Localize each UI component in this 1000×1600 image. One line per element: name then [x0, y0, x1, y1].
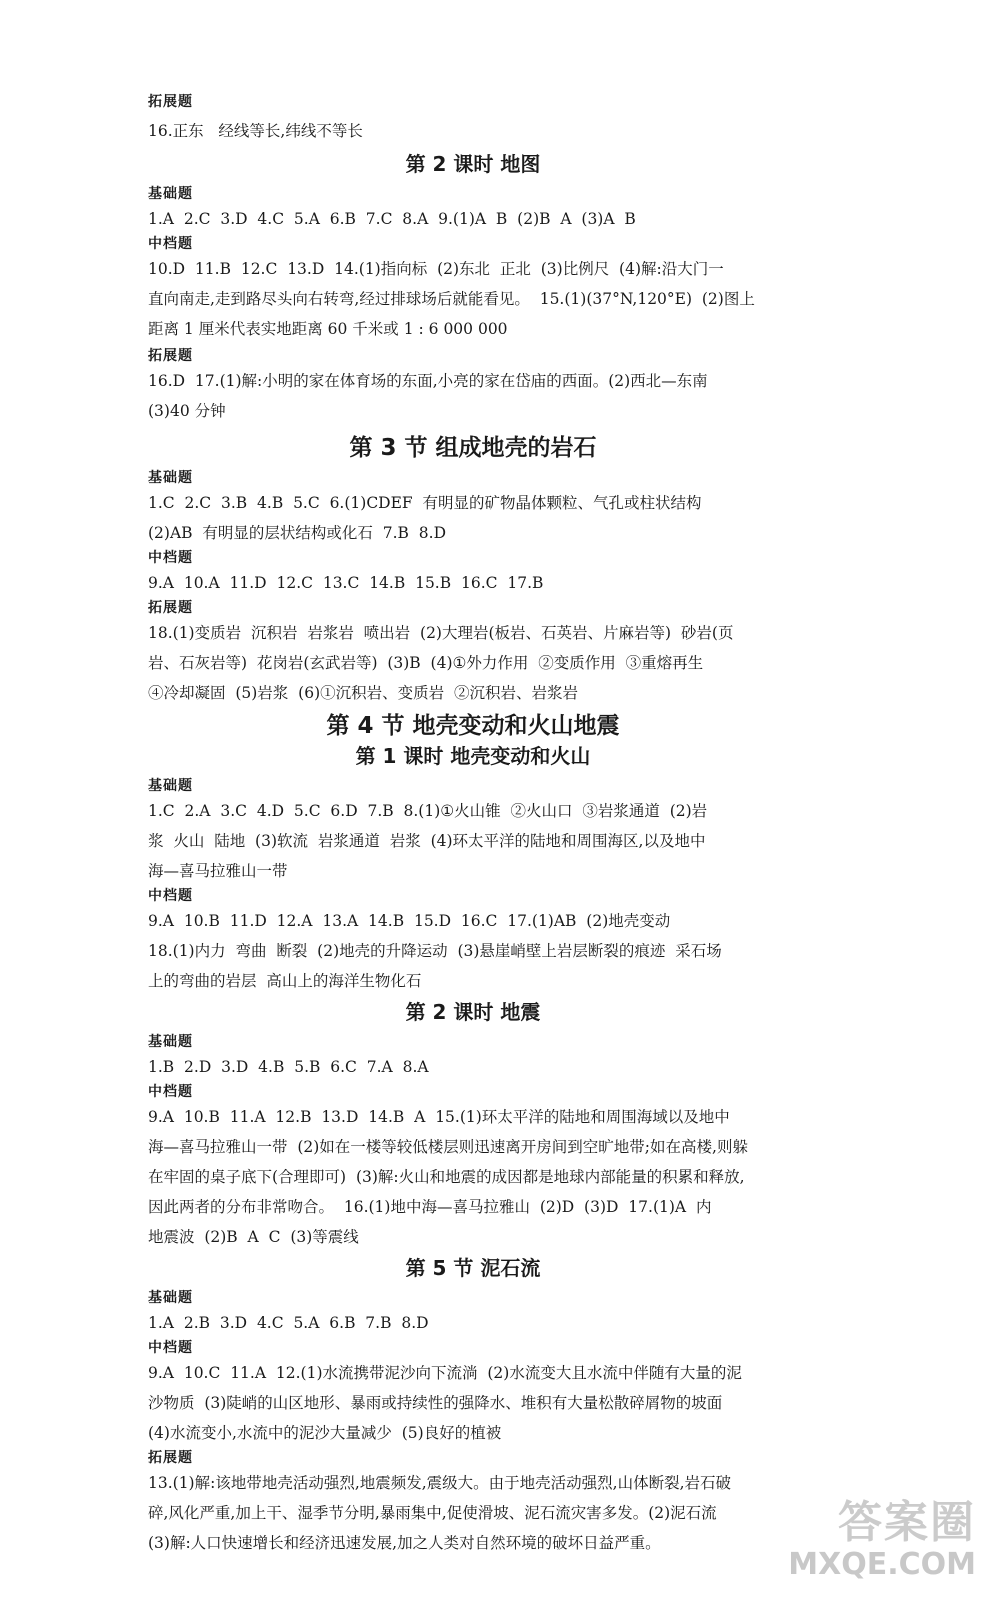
answer-line: 岩、石灰岩等) 花岗岩(玄武岩等) (3)B (4)①外力作用 ②变质作用 ③重熔再生: [148, 654, 704, 672]
section-title: 第 4 节 地壳变动和火山地震: [326, 713, 620, 739]
watermark-logo: [788, 1498, 976, 1582]
answer-line: 沙物质 (3)陡峭的山区地形、暴雨或持续性的强降水、堆积有大量松散碎屑物的坡面: [148, 1394, 723, 1412]
answer-line: 18.(1)变质岩 沉积岩 岩浆岩 喷出岩 (2)大理岩(板岩、石英岩、片麻岩等) 砂岩(页: [148, 624, 734, 642]
section-label-mid: 中档题: [148, 550, 193, 566]
answer-line: 1.A 2.C 3.D 4.C 5.A 6.B 7.C 8.A 9.(1)A B (2)B A (3)A B: [148, 210, 636, 228]
section-label-mid: 中档题: [148, 1340, 193, 1356]
answer-line: 1.C 2.A 3.C 4.D 5.C 6.D 7.B 8.(1)①火山锥 ②火山口 ③岩浆通道 (2)岩: [148, 802, 708, 820]
answer-line: 在牢固的桌子底下(合理即可) (3)解:火山和地震的成因都是地球内部能量的积累和释放,: [148, 1168, 745, 1186]
answer-line: 直向南走,走到路尽头向右转弯,经过排球场后就能看见。 15.(1)(37°N,120°E) (2)图上: [148, 290, 755, 308]
answer-line: 9.A 10.C 11.A 12.(1)水流携带泥沙向下流淌 (2)水流变大且水流中伴随有大量的泥: [148, 1364, 742, 1382]
section-label-mid: 中档题: [148, 888, 193, 904]
watermark-url: MXQE.COM: [788, 1547, 976, 1582]
watermark-text: 答案圈: [838, 1497, 976, 1548]
answer-line: 浆 火山 陆地 (3)软流 岩浆通道 岩浆 (4)环太平洋的陆地和周围海区,以及地中: [148, 832, 706, 850]
answer-page: [148, 92, 798, 1558]
answer-line: (4)水流变小,水流中的泥沙大量减少 (5)良好的植被: [148, 1424, 502, 1442]
answer-line: 距离 1 厘米代表实地距离 60 千米或 1 : 6 000 000: [148, 320, 508, 338]
section-label-extension: 拓展题: [148, 94, 193, 110]
answer-line: 上的弯曲的岩层 高山上的海洋生物化石: [148, 972, 422, 990]
answer-line: 9.A 10.B 11.A 12.B 13.D 14.B A 15.(1)环太平洋的陆地和周围海域以及地中: [148, 1108, 730, 1126]
section-label-basic: 基础题: [148, 778, 193, 794]
answer-line: 1.C 2.C 3.B 4.B 5.C 6.(1)CDEF 有明显的矿物晶体颗粒、气孔或柱状结构: [148, 494, 702, 512]
lesson-title: 第 1 课时 地壳变动和火山: [355, 744, 591, 768]
lesson-title: 第 2 课时 地震: [405, 1000, 541, 1024]
lesson-title: 第 2 课时 地图: [405, 152, 541, 176]
section-label-basic: 基础题: [148, 1290, 193, 1306]
section-label-extension: 拓展题: [148, 600, 193, 616]
answer-line: 地震波 (2)B A C (3)等震线: [148, 1228, 359, 1246]
answer-line: 1.B 2.D 3.D 4.B 5.B 6.C 7.A 8.A: [148, 1058, 429, 1076]
answer-line: 13.(1)解:该地带地壳活动强烈,地震频发,震级大。由于地壳活动强烈,山体断裂,岩石破: [148, 1474, 732, 1492]
answer-line: 碎,风化严重,加上干、湿季节分明,暴雨集中,促使滑坡、泥石流灾害多发。(2)泥石流: [148, 1504, 717, 1522]
answer-line: 16.正东 经线等长,纬线不等长: [148, 122, 363, 140]
answer-line: 1.A 2.B 3.D 4.C 5.A 6.B 7.B 8.D: [148, 1314, 429, 1332]
section-label-mid: 中档题: [148, 236, 193, 252]
section-label-basic: 基础题: [148, 470, 193, 486]
answer-line: 海—喜马拉雅山一带: [148, 862, 288, 880]
answer-line: 18.(1)内力 弯曲 断裂 (2)地壳的升降运动 (3)悬崖峭壁上岩层断裂的痕迹 采石场: [148, 942, 722, 960]
answer-line: (2)AB 有明显的层状结构或化石 7.B 8.D: [148, 524, 446, 542]
section-title: 第 3 节 组成地壳的岩石: [349, 435, 597, 461]
section-title: 第 5 节 泥石流: [405, 1256, 541, 1280]
section-label-extension: 拓展题: [148, 1450, 193, 1466]
answer-line: 海—喜马拉雅山一带 (2)如在一楼等较低楼层则迅速离开房间到空旷地带;如在高楼,则躲: [148, 1138, 748, 1156]
answer-line: 9.A 10.B 11.D 12.A 13.A 14.B 15.D 16.C 17.(1)AB (2)地壳变动: [148, 912, 671, 930]
answer-line: (3)解:人口快速增长和经济迅速发展,加之人类对自然环境的破坏日益严重。: [148, 1534, 661, 1552]
section-label-extension: 拓展题: [148, 348, 193, 364]
answer-line: ④冷却凝固 (5)岩浆 (6)①沉积岩、变质岩 ②沉积岩、岩浆岩: [148, 684, 578, 702]
section-label-basic: 基础题: [148, 186, 193, 202]
section-label-mid: 中档题: [148, 1084, 193, 1100]
answer-line: (3)40 分钟: [148, 402, 226, 420]
answer-line: 9.A 10.A 11.D 12.C 13.C 14.B 15.B 16.C 17.B: [148, 574, 544, 592]
answer-line: 因此两者的分布非常吻合。 16.(1)地中海—喜马拉雅山 (2)D (3)D 17.(1)A 内: [148, 1198, 712, 1216]
section-label-basic: 基础题: [148, 1034, 193, 1050]
answer-line: 10.D 11.B 12.C 13.D 14.(1)指向标 (2)东北 正北 (3)比例尺 (4)解:沿大门一: [148, 260, 724, 278]
answer-line: 16.D 17.(1)解:小明的家在体育场的东面,小亮的家在岱庙的西面。(2)西北—东南: [148, 372, 708, 390]
